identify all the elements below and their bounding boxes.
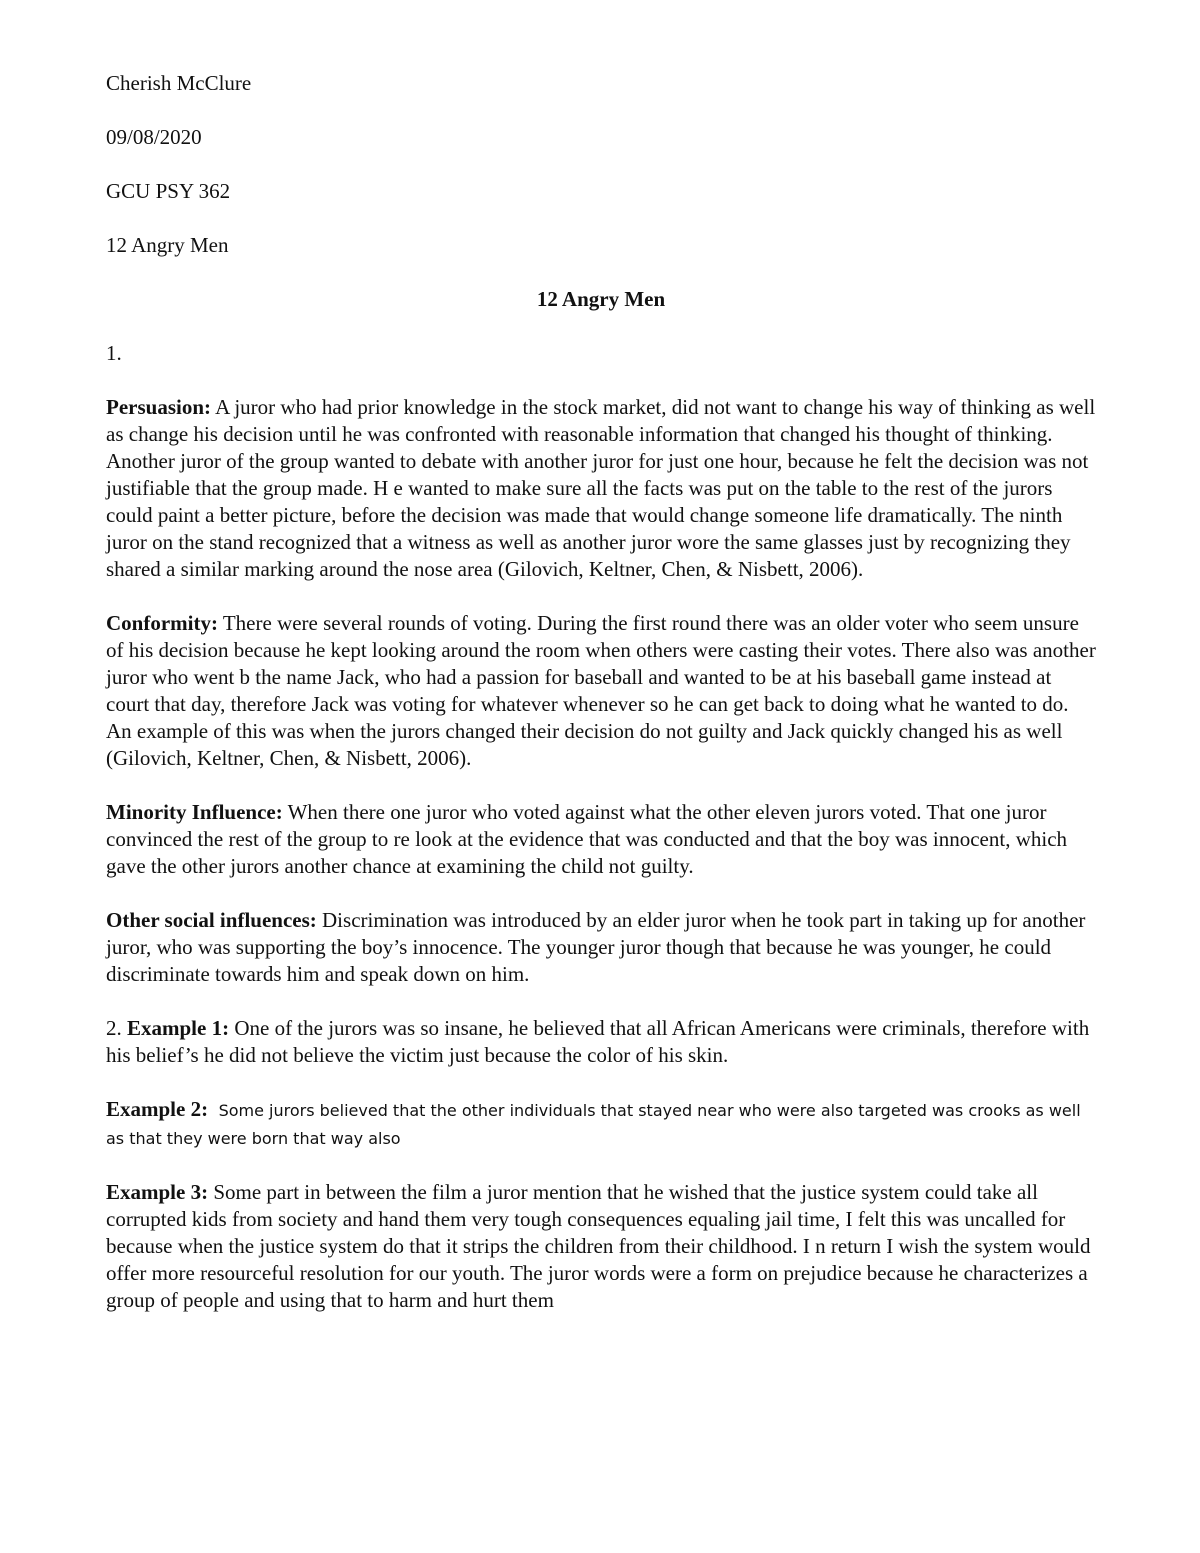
author-name: Cherish McClure	[106, 71, 252, 95]
other-influences-label: Other social influences:	[106, 908, 317, 932]
minority-influence-text: When there one juror who voted against what the other eleven jurors voted. That one juror convinced the rest of the group to re look at the evidence that was conducted and that the boy was innocent, which gave the other jurors another chance at examining the child not guilty.	[106, 800, 1068, 878]
document-title: 12 Angry Men	[536, 287, 666, 311]
example-2-paragraph	[106, 1096, 1096, 1152]
persuasion-text: A juror who had prior knowledge in the stock market, did not want to change his way of thinking as well as change his decision until he was confronted with reasonable information that changed his thought of thinking. Another juror of the group wanted to debate with another juror for just one hour, because he felt the decision was not justifiable that the group made. H e wanted to make sure all the facts was put on the table to the rest of the jurors could paint a better picture, before the decision was made that would change someone life dramatically. The ninth juror on the stand recognized that a witness as well as another juror wore the same glasses just by recognizing they shared a similar marking around the nose area (Gilovich, Keltner, Chen, & Nisbett, 2006).	[106, 395, 1096, 581]
example-1-label: Example 1:	[127, 1016, 230, 1040]
minority-influence-paragraph	[106, 799, 1096, 880]
other-influences-text: Discrimination was introduced by an elder juror when he took part in taking up for another juror, who was supporting the boy’s innocence. The younger juror though that because he was younger, he could discriminate towards him and speak down on him.	[106, 908, 1086, 986]
minority-influence-label: Minority Influence:	[106, 800, 283, 824]
example-1-text: One of the jurors was so insane, he believed that all African Americans were criminals, therefore with his belief’s he did not believe the victim just because the color of his skin.	[106, 1016, 1090, 1067]
conformity-text: There were several rounds of voting. During the first round there was an older voter who seem unsure of his decision because he kept looking around the room when others were casting their votes. There also was another juror who went b the name Jack, who had a passion for baseball and wanted to be at his baseball game instead at court that day, therefore Jack was voting for whatever whenever so he can get back to doing what he wanted to do. An example of this was when the jurors changed their decision do not guilty and Jack quickly changed his as well (Gilovich, Keltner, Chen, & Nisbett, 2006).	[106, 611, 1096, 770]
persuasion-paragraph	[106, 394, 1096, 583]
persuasion-label: Persuasion:	[106, 395, 211, 419]
example-3-label: Example 3:	[106, 1180, 209, 1204]
example-1-paragraph	[106, 1015, 1096, 1069]
conformity-paragraph	[106, 610, 1096, 772]
assignment-name: 12 Angry Men	[106, 233, 229, 257]
other-influences-paragraph	[106, 907, 1096, 988]
document-body	[106, 70, 1096, 1341]
example-2-label: Example 2:	[106, 1097, 209, 1121]
conformity-label: Conformity:	[106, 611, 218, 635]
example-3-paragraph	[106, 1179, 1096, 1314]
section-number: 1.	[106, 341, 122, 365]
document-date: 09/08/2020	[106, 125, 202, 149]
example-2-text: Some jurors believed that the other individuals that stayed near who were also targeted was crooks as well as that they were born that way also	[106, 1101, 1081, 1148]
course-code: GCU PSY 362	[106, 179, 231, 203]
example-1-prefix: 2.	[106, 1016, 127, 1040]
example-3-text: Some part in between the film a juror mention that he wished that the justice system could take all corrupted kids from society and hand them very tough consequences equaling jail time, I felt this was uncalled for because when the justice system do that it strips the children from their childhood. I n return I wish the system would offer more resourceful resolution for our youth. The juror words were a form on prejudice because he characterizes a group of people and using that to harm and hurt them	[106, 1180, 1091, 1312]
